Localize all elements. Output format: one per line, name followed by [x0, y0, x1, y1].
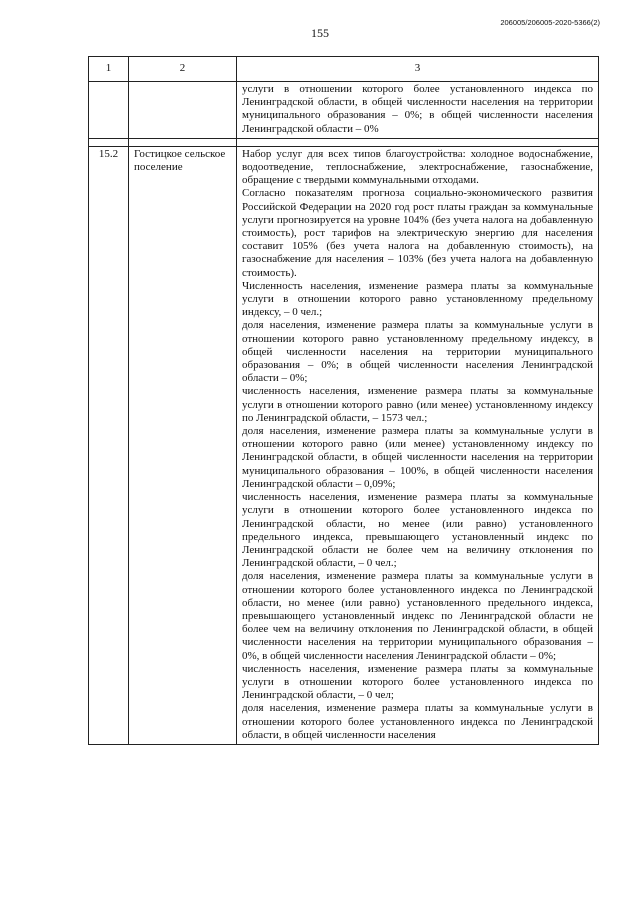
description-cell — [237, 146, 599, 744]
description-paragraph: Набор услуг для всех типов благоустройства: холодное водоснабжение, водоотведение, теплоснабжение, электроснабжение, газоснабжение, обращение с твердыми коммунальными отходами. — [242, 147, 593, 187]
description-paragraph: доля населения, изменение размера платы за коммунальные услуги в отношении которого равно установленному предельному индексу, в общей численности населения на территории муниципального образования – 0%; в общей численности населения Ленинградской области – 0%; — [242, 319, 593, 385]
column-header-2: 2 — [129, 57, 237, 82]
document-registration-code: 206005/206005-2020-5366(2) — [500, 18, 600, 27]
municipality-name-cell: Гостицкое сельское поселение — [129, 146, 237, 744]
description-cell — [237, 82, 599, 139]
row-number-cell: 15.2 — [89, 146, 129, 744]
description-paragraph: численность населения, изменение размера платы за коммунальные услуги в отношении которого более установленного индекса по Ленинградской области, но менее (или равно) установленного предельного индекса, превышающего установленный индекс по Ленинградской области не более чем на величину отклонения по Ленинградской области, – 0 чел.; — [242, 491, 593, 570]
row-number-cell — [89, 82, 129, 139]
column-header-1: 1 — [89, 57, 129, 82]
description-paragraph: доля населения, изменение размера платы за коммунальные услуги в отношении которого более установленного индекса по Ленинградской области, но менее (или равно) установленного предельного индекса, превышающего установленный индекс по Ленинградской области не более чем на величину отклонения по Ленинградской области, в общей численности населения на территории муниципального образования – 0%, в общей численности населения Ленинградской области – 0%; — [242, 570, 593, 662]
municipality-name-cell — [129, 82, 237, 139]
description-paragraph: услуги в отношении которого более установленного индекса по Ленинградской области, в общей численности населения на территории муниципального образования – 0%; в общей численности населения Ленинградской области – 0% — [242, 83, 593, 135]
column-header-3: 3 — [237, 57, 599, 82]
table-row-continuation — [89, 82, 599, 139]
description-paragraph: численность населения, изменение размера платы за коммунальные услуги в отношении которого более установленного индекса по Ленинградской области, – 0 чел; — [242, 662, 593, 702]
page-number: 155 — [311, 26, 329, 40]
description-paragraph: Численность населения, изменение размера платы за коммунальные услуги в отношении которого равно установленному предельному индексу, – 0 чел.; — [242, 279, 593, 319]
table-row — [89, 146, 599, 744]
description-paragraph: численность населения, изменение размера платы за коммунальные услуги в отношении которого равно (или менее) установленному индексу по Ленинградской области, – 1573 чел.; — [242, 385, 593, 424]
table-spacer-row — [89, 138, 599, 146]
description-paragraph: доля населения, изменение размера платы за коммунальные услуги в отношении которого более установленного индекса по Ленинградской области, в общей численности населения — [242, 702, 593, 741]
table-header-row — [89, 57, 599, 82]
municipal-tariff-table — [88, 56, 599, 745]
description-paragraph: доля населения, изменение размера платы за коммунальные услуги в отношении которого равно (или менее) установленному индексу по Ленинградской области, в общей численности населения на территории муниципального образования – 100%, в общей численности населения Ленинградской области – 0,09%; — [242, 425, 593, 490]
description-paragraph: Согласно показателям прогноза социально-экономического развития Российской Федерации на 2020 год рост платы граждан за коммунальные услуги прогнозируется на уровне 104% (без учета налога на добавленную стоимость), рост тарифов на электрическую энергию для населения составит 105% (без учета налога на добавленную стоимость), на газоснабжение для населения – 103% (без учета налога на добавленную стоимость). — [242, 187, 593, 279]
